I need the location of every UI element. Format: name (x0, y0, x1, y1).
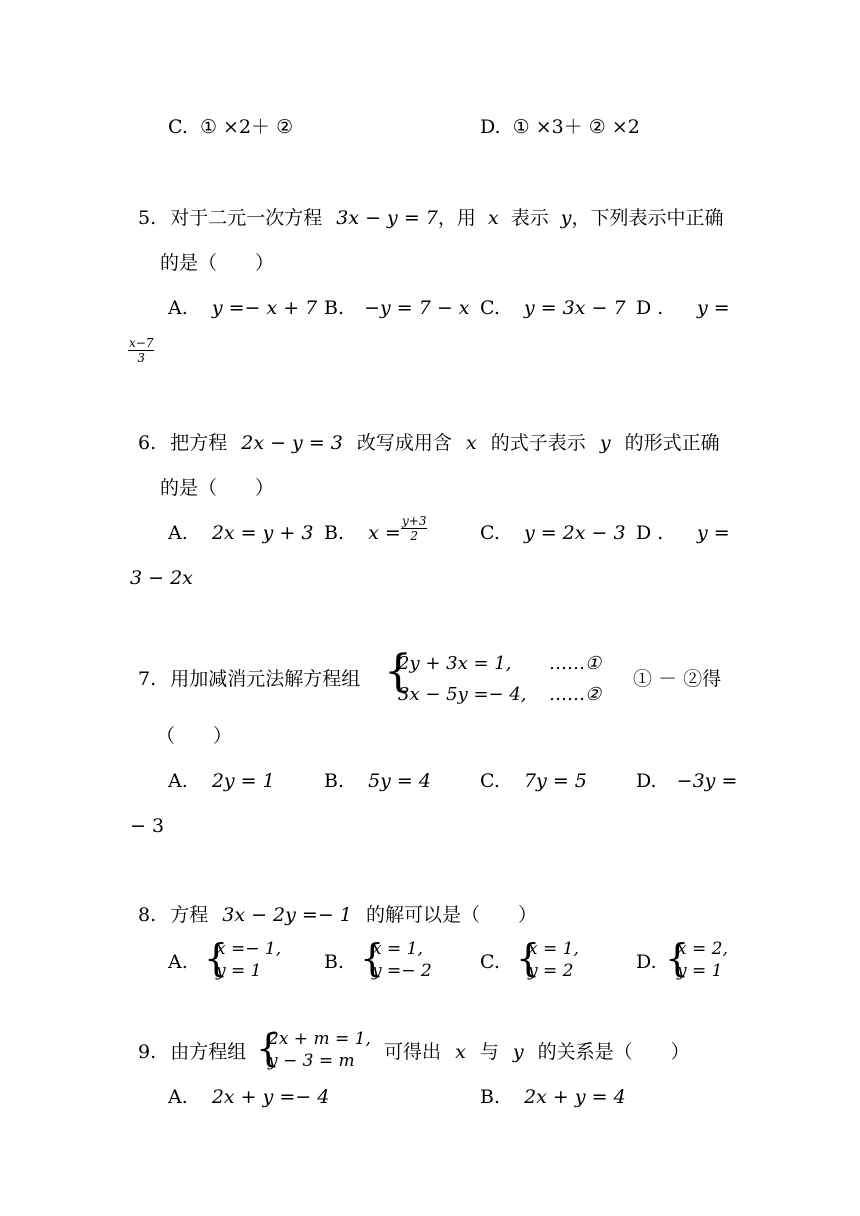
q8-option-d-system (665, 936, 775, 985)
q7-option-d-continuation: − 3 (130, 815, 165, 837)
q6-stem-text: 的形式正确 (624, 432, 720, 454)
q9-option-a-text: 2x + y =− 4 (211, 1086, 330, 1108)
q6-equation: 2x − y = 3 (241, 432, 343, 454)
q5-option-b-text: −y = 7 − x (364, 297, 470, 319)
q8-option-c-system (516, 936, 626, 985)
q7-system-row1: 2y + 3x = 1, (398, 653, 512, 674)
q4-option-d (480, 115, 640, 139)
q9-stem-text: 由方程组 (170, 1041, 247, 1063)
q5-option-d-label: D . (636, 297, 664, 319)
q5-stem-text: ，下列表示中正确 (571, 207, 724, 229)
q6-option-b-fraction (401, 514, 427, 543)
q8-number: 8. (138, 904, 157, 926)
q9-stem-text: 与 (479, 1041, 499, 1063)
q9-option-b-text: 2x + y = 4 (524, 1086, 626, 1108)
q6-option-b-denominator: 2 (410, 529, 419, 543)
q9-option-a (168, 1085, 329, 1109)
q7-stem-text: 用加减消元法解方程组 (170, 668, 361, 690)
q6-number: 6. (138, 432, 157, 454)
q8-option-a-brace-icon: { (204, 936, 229, 980)
q5-option-c-text: y = 3x − 7 (523, 297, 626, 319)
q8-option-b-system (360, 936, 470, 985)
q6-option-d-continuation: 3 − 2x (130, 567, 193, 589)
q7-equation-system (384, 646, 634, 707)
q7-brace-icon: { (384, 646, 412, 697)
q8-option-c-brace-icon: { (516, 936, 541, 980)
q7-option-b (324, 769, 431, 793)
q5-stem-text: ，用 (437, 207, 476, 229)
q8-option-c-row2: y = 2 (528, 961, 574, 981)
q8-option-b-brace-icon: { (360, 936, 385, 980)
q6-option-b-text: x = (368, 522, 401, 544)
q7-system-row2: 3x − 5y =− 4, (398, 684, 527, 705)
q6-stem-text: 把方程 (170, 432, 228, 454)
q7-option-b-text: 5y = 4 (368, 770, 431, 792)
q6-option-c (480, 521, 626, 545)
q9-option-a-label: A. (168, 1086, 188, 1108)
q6-option-c-text: y = 2x − 3 (523, 522, 626, 544)
q8-equation: 3x − 2y =− 1 (222, 904, 352, 926)
q8-option-a-row2: y = 1 (216, 961, 262, 981)
q8-option-d-row2: y = 1 (677, 961, 723, 981)
q7-option-a (168, 769, 275, 793)
q7-option-c-label: C. (480, 770, 500, 792)
q5-option-d-denominator: 3 (137, 351, 146, 365)
q5-option-a-label: A. (168, 297, 188, 319)
q7-option-c (480, 769, 587, 793)
q5-equation: 3x − y = 7 (336, 207, 438, 229)
q8-option-a-system (204, 936, 314, 985)
q5-option-b (324, 296, 470, 320)
q5-option-a-text: y =− x + 7 (211, 297, 318, 319)
q7-stem-line2: （ ） (156, 725, 233, 747)
q7-system-row2-tag: ……② (549, 684, 602, 705)
q8-option-a-label: A. (168, 951, 188, 973)
q7-stem-b: ① － ②得 (633, 668, 722, 690)
q6-option-a-label: A. (168, 522, 188, 544)
q6-option-b-numerator: y+3 (402, 514, 427, 528)
q8-option-a-row1: x =− 1, (216, 939, 282, 959)
q8-option-b-row1: x = 1, (372, 939, 423, 959)
q4-option-c-text: ① ×2＋ ② (199, 116, 294, 138)
q6-option-c-label: C. (480, 522, 500, 544)
q4-option-c (168, 115, 293, 139)
q8-option-c-row1: x = 1, (528, 939, 579, 959)
q6-option-d-text: y = (697, 522, 730, 544)
q8-stem-text: 的解可以是（ ） (365, 904, 537, 926)
q9-stem-text: 的关系是（ ） (537, 1041, 690, 1063)
q7-number: 7. (138, 668, 157, 690)
q8-option-d-brace-icon: { (665, 936, 690, 980)
q9-system-row1: 2x + m = 1, (268, 1029, 371, 1049)
q5-option-c-label: C. (480, 297, 500, 319)
q5-stem-text: 表示 (510, 207, 549, 229)
q5-number: 5. (138, 207, 157, 229)
q6-stem-text: 改写成用含 (356, 432, 452, 454)
q6-option-b (324, 521, 401, 545)
q4-option-d-text: ① ×3＋ ② ×2 (512, 116, 640, 138)
q8-option-b-label: B. (324, 951, 345, 973)
q5-var-x: x (487, 207, 499, 229)
q6-option-d-label: D . (636, 522, 664, 544)
q4-option-d-label: D. (480, 116, 501, 138)
q9-system-row2: y − 3 = m (268, 1051, 355, 1071)
q7-option-a-text: 2y = 1 (211, 770, 275, 792)
q9-stem-a (138, 1040, 246, 1064)
q7-option-c-text: 7y = 5 (523, 770, 587, 792)
q6-option-a (168, 521, 313, 545)
q5-option-d-numerator: x−7 (129, 336, 154, 350)
q9-var-y: y (512, 1041, 524, 1063)
q8-stem-text: 方程 (170, 904, 209, 926)
q6-stem-line1 (138, 431, 720, 455)
q6-var-x: x (465, 432, 477, 454)
q8-option-d-row1: x = 2, (677, 939, 728, 959)
q6-var-y: y (599, 432, 611, 454)
q7-option-d-text: −3y = (676, 770, 738, 792)
q6-option-b-label: B. (324, 522, 345, 544)
q5-option-d-fraction (128, 336, 154, 365)
q9-stem-text: 可得出 (384, 1041, 442, 1063)
q6-option-a-text: 2x = y + 3 (211, 522, 314, 544)
q7-stem-a (138, 667, 360, 691)
q7-system-row1-tag: ……① (549, 653, 602, 674)
q9-number: 9. (138, 1041, 157, 1063)
q5-stem-line1 (138, 206, 724, 230)
q6-stem-text: 的式子表示 (490, 432, 586, 454)
q8-option-c-label: C. (480, 951, 500, 973)
q7-option-b-label: B. (324, 770, 345, 792)
q9-option-b-label: B. (480, 1086, 501, 1108)
q8-option-d-label: D. (636, 951, 657, 973)
q9-var-x: x (455, 1041, 466, 1063)
q7-option-d-label: D. (636, 770, 657, 792)
q6-stem-line2: 的是（ ） (160, 477, 275, 499)
q5-option-c (480, 296, 626, 320)
q9-option-b (480, 1085, 626, 1109)
q5-stem-line2: 的是（ ） (160, 252, 275, 274)
q9-equation-system (256, 1026, 376, 1075)
q8-stem (138, 903, 537, 927)
q5-option-b-label: B. (324, 297, 345, 319)
q4-option-c-label: C. (168, 116, 188, 138)
q5-option-a (168, 296, 317, 320)
q9-brace-icon: { (256, 1026, 281, 1070)
q7-option-a-label: A. (168, 770, 188, 792)
q9-stem-b (384, 1040, 690, 1064)
q5-var-y: y (560, 207, 572, 229)
q5-stem-text: 对于二元一次方程 (170, 207, 323, 229)
q5-option-d-text: y = (697, 297, 730, 319)
q7-option-d (636, 769, 737, 793)
q8-option-b-row2: y =− 2 (372, 961, 432, 981)
